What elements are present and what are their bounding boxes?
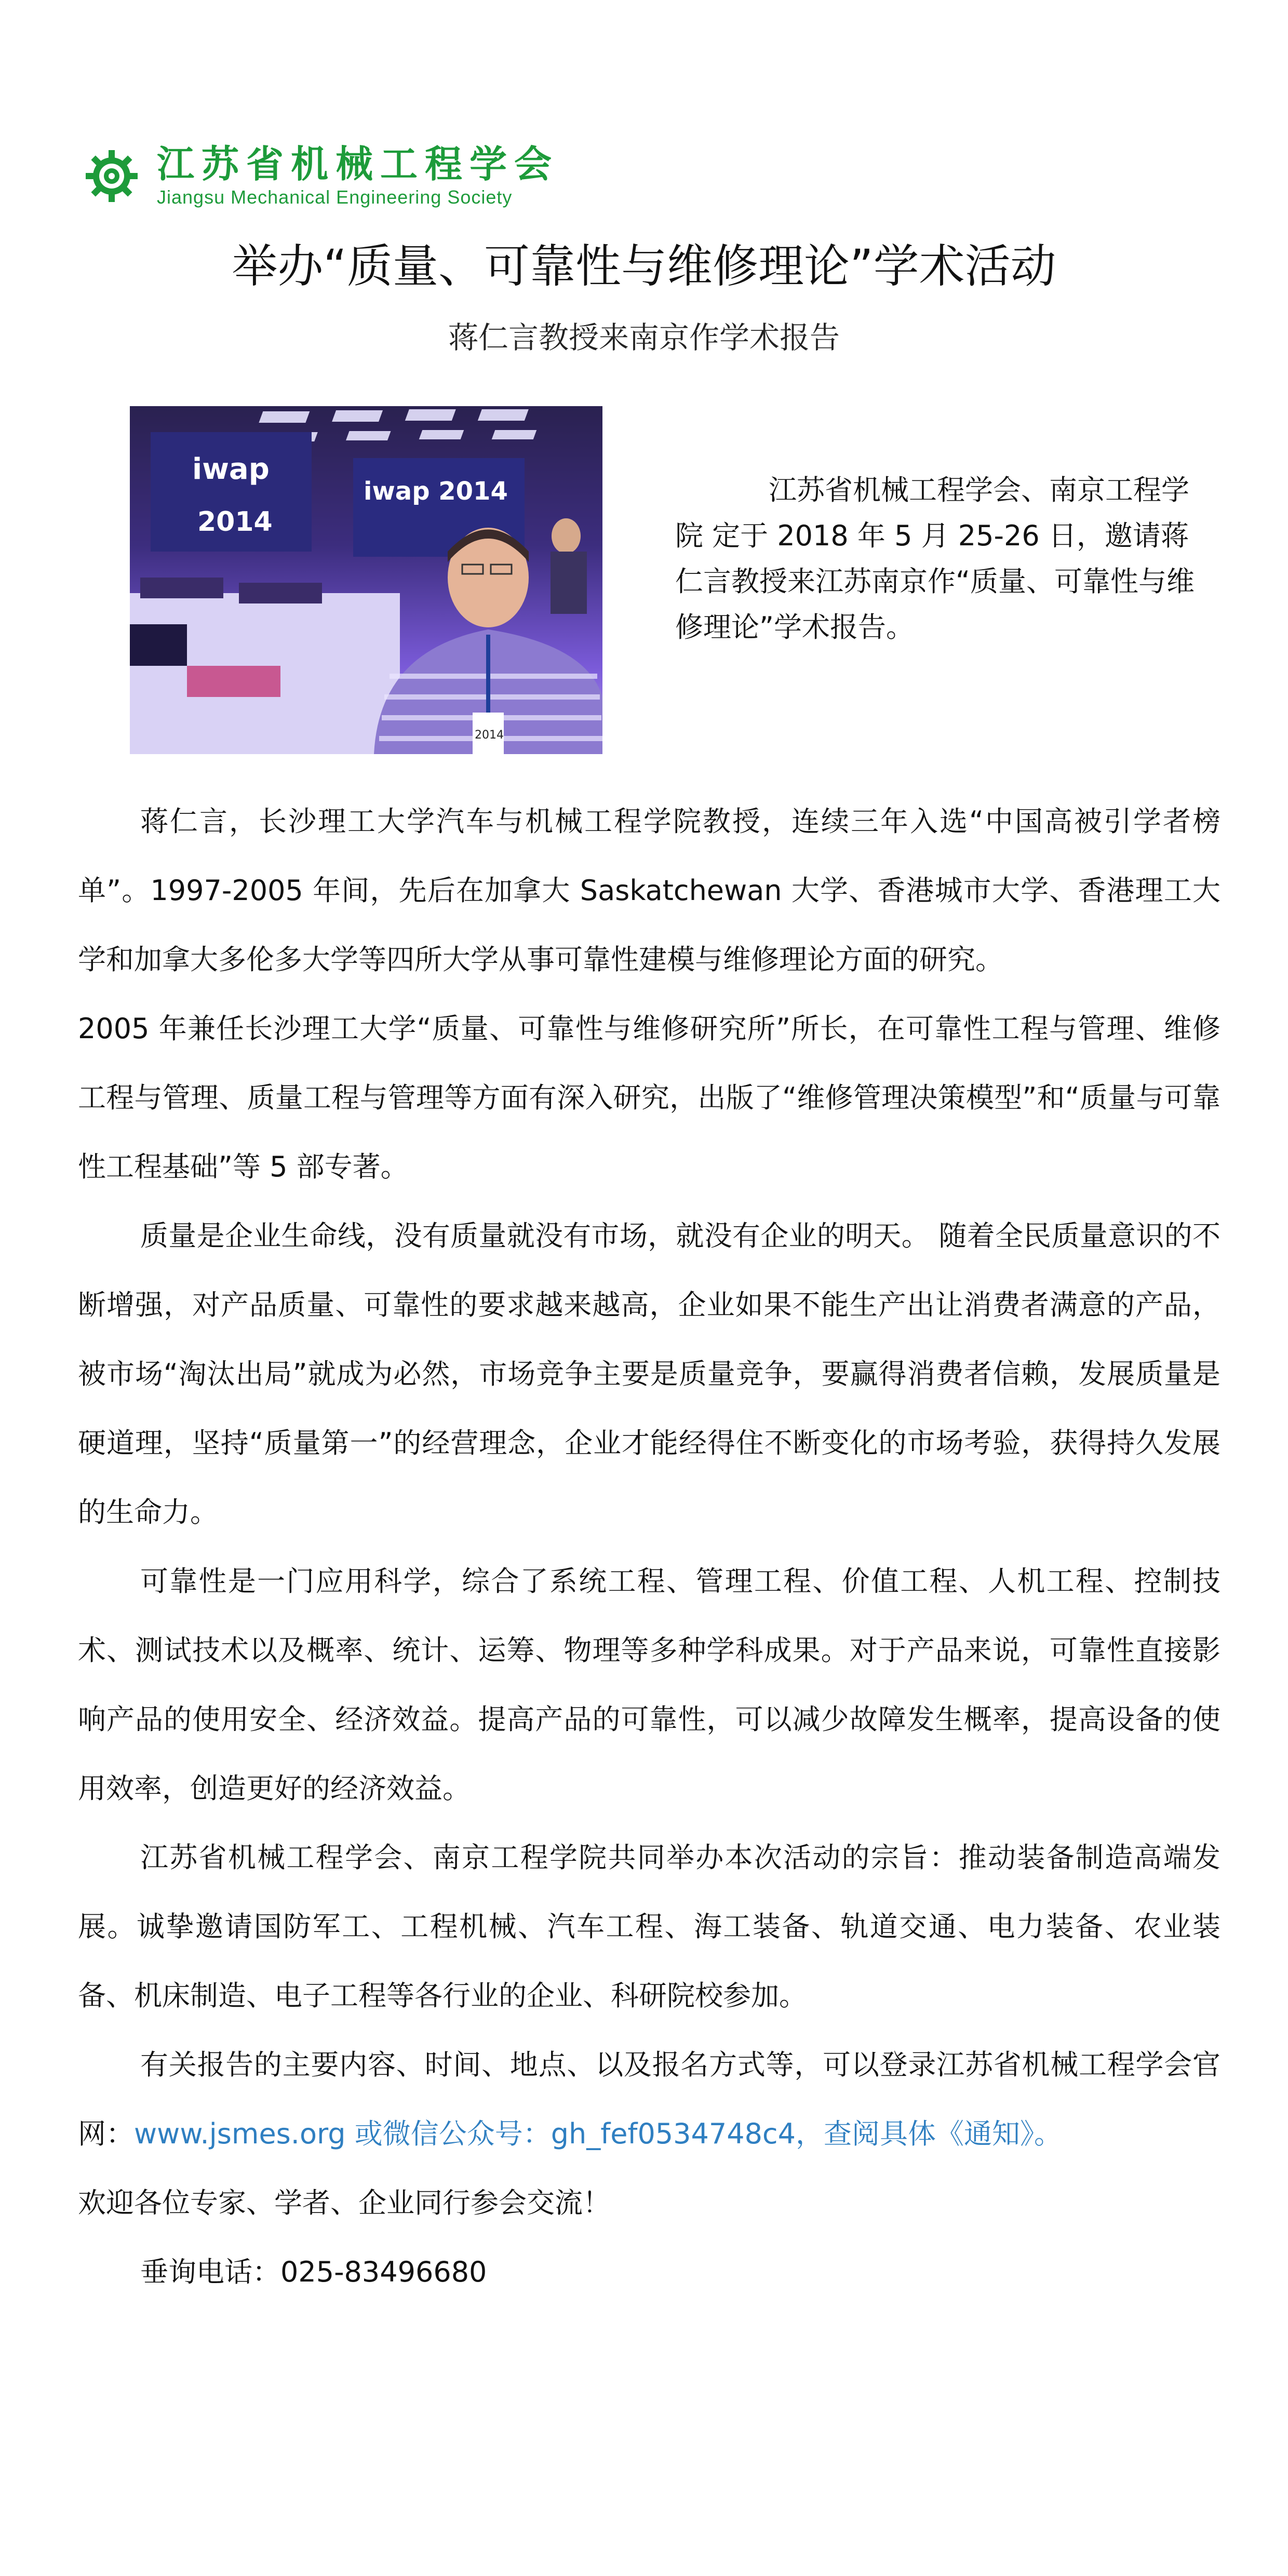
org-name-en: Jiangsu Mechanical Engineering Society xyxy=(157,186,513,208)
paragraph-welcome: 欢迎各位专家、学者、企业同行参会交流！ xyxy=(78,2186,611,2219)
paragraph-bio-cont: 2005 年兼任长沙理工大学“质量、可靠性与维修研究所”所长，在可靠性工程与管理、维修工程与管理、质量工程与管理等方面有深入研究，出版了“维修管理决策模型”和“质量与可靠性工程基础”等 5 部专著。 xyxy=(78,1012,1220,1183)
page-title: 举办“质量、可靠性与维修理论”学术活动 xyxy=(232,239,1056,293)
conference-photo xyxy=(130,406,602,754)
page-subtitle: 蒋仁言教授来南京作学术报告 xyxy=(448,320,840,355)
paragraph-phone: 垂询电话：025-83496680 xyxy=(140,2256,487,2288)
paragraph-bio: 蒋仁言，长沙理工大学汽车与机械工程学院教授，连续三年入选“中国高被引学者榜单”。1997-2005 年间，先后在加拿大 Saskatchewan 大学、香港城市大学、香港理工大学和加拿大多伦多大学等四所大学从事可靠性建模与维修理论方面的研究。 xyxy=(78,805,1220,976)
banner-right-text: iwap 2014 xyxy=(364,477,508,506)
society-logo xyxy=(83,142,559,208)
banner-left-text: iwap xyxy=(192,452,270,486)
intro-paragraph: 江苏省机械工程学会、南京工程学院 定于 2018 年 5 月 25-26 日，邀请蒋仁言教授来江苏南京作“质量、可靠性与维修理论”学术报告。 xyxy=(675,474,1195,643)
badge-text: 2014 xyxy=(475,729,504,742)
contact-info-text: 有关报告的主要内容、时间、地点、以及报名方式等，可以登录江苏省机械工程学会官网： xyxy=(78,2048,1220,2150)
paragraph-contact-info xyxy=(78,2030,1220,2168)
org-name-cn: 江苏省机械工程学会 xyxy=(157,142,559,186)
logo-text xyxy=(157,142,559,208)
paragraph-quality: 质量是企业生命线，没有质量就没有市场，就没有企业的明天。 随着全民质量意识的不断增强，对产品质量、可靠性的要求越来越高，企业如果不能生产出让消费者满意的产品，被市场“淘汰出局”就成为必然，市场竞争主要是质量竞争，要赢得消费者信赖，发展质量是硬道理，坚持“质量第一”的经营理念，企业才能经得住不断变化的市场考验，获得持久发展的生命力。 xyxy=(78,1219,1220,1528)
banner-left-year: 2014 xyxy=(197,506,273,538)
article-body xyxy=(78,787,1220,2306)
paragraph-purpose: 江苏省机械工程学会、南京工程学院共同举办本次活动的宗旨：推动装备制造高端发展。诚挚邀请国防军工、工程机械、汽车工程、海工装备、轨道交通、电力装备、农业装备、机床制造、电子工程等各行业的企业、科研院校参加。 xyxy=(78,1841,1220,2012)
paragraph-reliability: 可靠性是一门应用科学，综合了系统工程、管理工程、价值工程、人机工程、控制技术、测试技术以及概率、统计、运筹、物理等多种学科成果。对于产品来说，可靠性直接影响产品的使用安全、经济效益。提高产品的可靠性，可以减少故障发生概率，提高设备的使用效率，创造更好的经济效益。 xyxy=(78,1565,1220,1805)
website-link[interactable]: www.jsmes.org 或微信公众号：gh_fef0534748c4，查阅具体《通知》。 xyxy=(134,2117,1062,2150)
gear-logo-icon xyxy=(83,147,140,205)
